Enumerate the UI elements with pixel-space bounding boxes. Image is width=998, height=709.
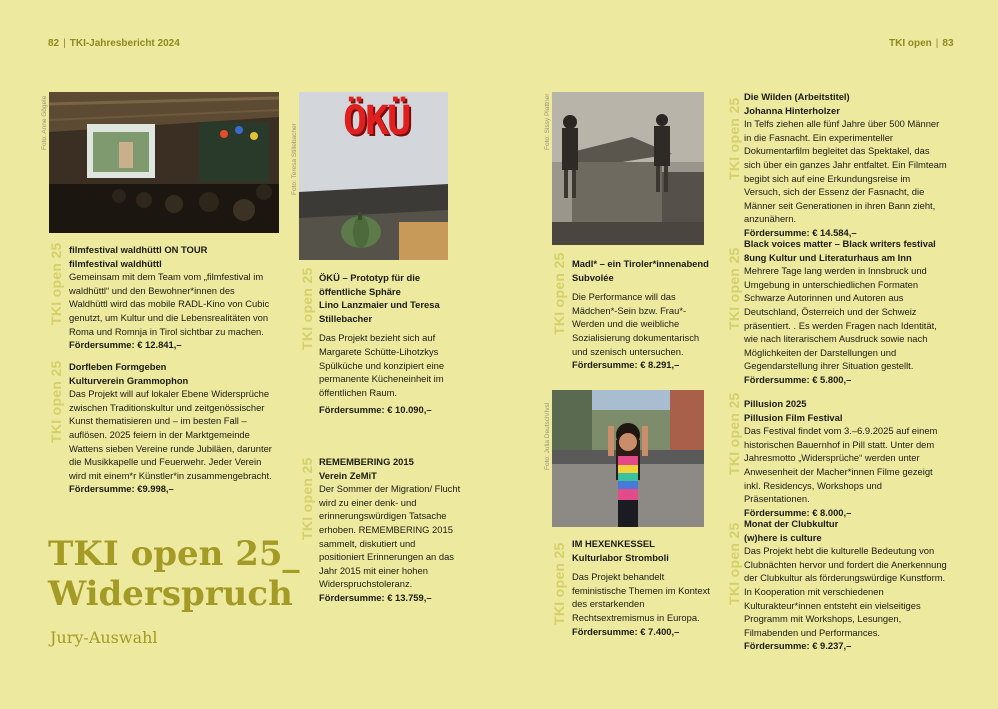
entry-formgeben	[69, 360, 275, 496]
entry-organisation: Kulturverein Grammophon	[69, 374, 189, 386]
entry-funding: Fördersumme: € 12.841,–	[69, 339, 182, 351]
entry-description: Gemeinsam mit dem Team vom „filmfestival im waldhüttl“ und den Bewohner*innen des Waldhüttl wird das mobile RADL-Kino von Cubic genutzt, um Kultur und die Lebensrealitäten von Roma und Romnja in Tirol sichtbar zu machen.	[69, 271, 270, 337]
photo-credit-2: Foto: Teresa Stillebacher	[291, 123, 298, 195]
entry-funding: Fördersumme: € 14.584,–	[744, 226, 857, 238]
vertical-tag: TKI open 25	[48, 242, 64, 325]
vertical-tag: TKI open 25	[551, 542, 567, 625]
left-running-header: 82 | TKI-Jahresbericht 2024	[48, 38, 180, 49]
section-title-line-1: TKI open 25_	[48, 534, 300, 574]
entry-wilden	[744, 90, 948, 240]
vertical-tag: TKI open 25	[726, 97, 742, 180]
entry-description: Das Festival findet vom 3.–6.9.2025 auf einem historischen Bauernhof in Pill statt. Unter dem Jahresmotto „Widersprüche“ werden unter Anwesenheit der Macher*innen Filme gezeigt inkl. Residencys, Workshops und Präsentationen.	[744, 425, 938, 505]
entry-title: ÖKÜ – Prototyp für die öffentliche Sphäre	[319, 272, 421, 297]
entry-funding: Fördersumme: € 8.291,–	[572, 359, 680, 371]
entry-funding: Fördersumme: € 7.400,–	[572, 625, 680, 637]
entry-organisation: Subvolée	[572, 271, 614, 283]
section-subtitle: Jury-Auswahl	[50, 628, 158, 647]
vertical-tag: TKI open 25	[726, 522, 742, 605]
right-page-number: 83	[942, 38, 954, 49]
oku-logo: ÖKÜ	[343, 98, 410, 144]
entry-title: Madl* – ein Tiroler*innenabend	[572, 258, 709, 269]
entry-organisation: Verein ZeMiT	[319, 469, 377, 481]
entry-funding: Fördersumme: € 5.800,–	[744, 373, 852, 385]
entry-organisation: 8ung Kultur und Literaturhaus am Inn	[744, 251, 912, 263]
photo-credit-1: Foto: Anne Gögele	[41, 95, 48, 150]
entry-organisation: Lino Lanzmaier und Teresa Stillebacher	[319, 299, 440, 324]
entry-title: REMEMBERING 2015	[319, 456, 414, 467]
vertical-tag: TKI open 25	[299, 457, 315, 540]
entry-title: Die Wilden (Arbeitstitel)	[744, 91, 850, 102]
entry-remembering	[319, 455, 461, 605]
entry-title: filmfestival waldhüttl ON TOUR	[69, 244, 208, 255]
entry-organisation: (w)here is culture	[744, 531, 822, 543]
vertical-tag: TKI open 25	[551, 252, 567, 335]
entry-organisation: Pillusion Film Festival	[744, 411, 843, 423]
right-running-header: TKI open | 83	[889, 38, 954, 49]
entry-funding: Fördersumme: € 10.090,–	[319, 404, 432, 416]
entry-organisation: Kulturlabor Stromboli	[572, 551, 669, 563]
entry-title: Monat der Clubkultur	[744, 518, 839, 529]
section-title	[48, 534, 300, 614]
photo-cinema	[49, 92, 279, 233]
entry-description: Das Projekt bezieht sich auf Margarete Schütte-Lihotzkys Spülküche und konzipiert eine permanente Kücheneinheit im öffentlichen Raum.	[319, 332, 445, 398]
vertical-tag: TKI open 25	[48, 360, 64, 443]
left-header-title: TKI-Jahresbericht 2024	[69, 38, 180, 49]
vertical-tag: TKI open 25	[726, 247, 742, 330]
vertical-tag: TKI open 25	[726, 392, 742, 475]
photo-credit-4: Foto: Julia Deutsch/Ivsl	[544, 402, 551, 470]
entry-clubkultur	[744, 517, 948, 653]
entry-organisation: filmfestival waldhüttl	[69, 257, 162, 269]
entry-funding: Fördersumme: € 8.000,–	[744, 506, 852, 518]
entry-pillusion	[744, 397, 948, 519]
photo-credit-3: Foto: Sissy Plattner	[544, 93, 551, 150]
entry-funding: Fördersumme: € 13.759,–	[319, 591, 432, 603]
entry-description: Die Performance will das Mädchen*-Sein bzw. Frau*-Werden und die weibliche Sozialisierung dokumentarisch und szenisch untersuchen.	[572, 291, 700, 357]
photo-historic	[552, 92, 704, 245]
photo-street	[552, 390, 704, 527]
entry-madl	[572, 257, 710, 372]
entry-title: Black voices matter – Black writers festival	[744, 238, 936, 249]
photo-oku	[299, 92, 448, 260]
entry-description: Der Sommer der Migration/ Flucht wird zu einer denk- und erinnerungswürdigen Tatsache erhoben. REMEMBERING 2015 sammelt, diskutiert und positioniert Erinnerungen an das Jahr 2015 mit einer hohen Widerspruchstoleranz.	[319, 483, 461, 590]
right-header-title: TKI open	[889, 38, 932, 49]
entry-title: Dorfleben Formgeben	[69, 361, 167, 372]
entry-title: IM HEXENKESSEL	[572, 538, 655, 549]
entry-blackvoices	[744, 237, 948, 387]
entry-title: Pillusion 2025	[744, 398, 807, 409]
entry-description: Das Projekt behandelt feministische Themen im Kontext des erstarkenden Rechtsextremismus in Europa.	[572, 571, 710, 623]
section-title-line-2: Widerspruch	[48, 574, 293, 614]
vertical-tag: TKI open 25	[299, 267, 315, 350]
entry-hexenkessel	[572, 537, 710, 638]
entry-description: In Telfs ziehen alle fünf Jahre über 500 Männer in die Fasnacht. Ein experimenteller Dokumentarfilm begleitet das Spektakel, das sich über ein ganzes Jahr entfaltet. Ein Filmteam begibt sich auf eine Erkundungsreise im Versuch, sich der Essenz der Fasnacht, die Männer seit Generationen in ihren Bann zieht, anzunähern.	[744, 118, 947, 225]
entry-waldhuettl	[69, 243, 275, 352]
left-page-number: 82	[48, 38, 60, 49]
entry-oku	[319, 271, 461, 417]
entry-description: Das Projekt will auf lokaler Ebene Widersprüche zwischen Traditionskultur und zeitgenössischer Kunst thematisieren und – im besten Fall – auflösen. 2025 feiern in der Marktgemeinde Wattens sieben Vereine runde Jubiläen, darunter die Musikkapelle und Feuerwehr. Jeder Verein wird mit einem*r Künstler*in zusammengebracht.	[69, 388, 272, 481]
entry-funding: Fördersumme: € 9.237,–	[744, 640, 852, 652]
entry-description: Mehrere Tage lang werden in Innsbruck und Umgebung in unterschiedlichen Formaten Schwarze Autorinnen und Autoren aus Deutschland, Österreich und der Schweiz präsentiert. . Es werden Fragen nach Identität, wie nach literarischem Ausdruck sowie nach Möglichkeiten der Darstellungen und Gegendarstellung ihrer Situation gestellt.	[744, 265, 937, 372]
entry-description: Das Projekt hebt die kulturelle Bedeutung von Clubnächten hervor und fordert die Anerkennung der Clubkultur als förderungswürdige Kunstform. In Kooperation mit verschiedenen Kulturakteur*innen entsteht ein vielseitiges Programm mit Workshops, Lesungen, Filmabenden und Performances.	[744, 545, 947, 638]
entry-funding: Fördersumme: €9.998,–	[69, 483, 174, 495]
entry-organisation: Johanna Hinterholzer	[744, 104, 840, 116]
